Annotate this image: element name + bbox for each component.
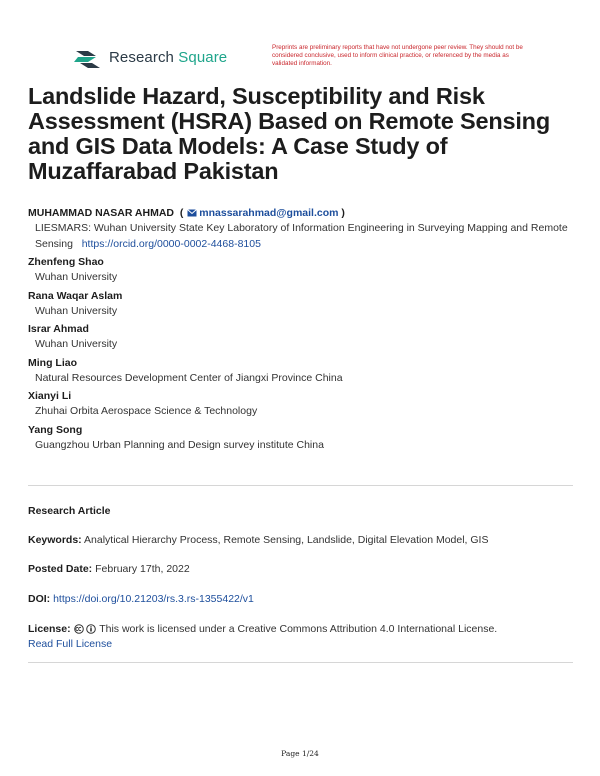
- author-affiliation: Wuhan University: [35, 338, 118, 350]
- author-name: Yang Song: [28, 423, 83, 436]
- section-divider: [28, 485, 573, 486]
- creative-commons-icon: [74, 624, 84, 634]
- author-list: [28, 206, 588, 456]
- page-number: Page 1/24: [281, 749, 319, 758]
- author-name: Rana Waqar Aslam: [28, 289, 123, 302]
- page-header: [0, 0, 600, 80]
- author-name: Xianyi Li: [28, 390, 72, 402]
- paper-title: Landslide Hazard, Susceptibility and Risk Assessment (HSRA) Based on Remote Sensing and GIS Data Models: A Case Study of Muzaffarabad Pakistan: [28, 83, 550, 184]
- author-affiliation: Zhuhai Orbita Aerospace Science & Technology: [35, 405, 258, 417]
- author-affiliation: Wuhan University: [35, 304, 118, 317]
- keywords: Keywords: Analytical Hierarchy Process, Remote Sensing, Landslide, Digital Elevation Model, GIS: [28, 534, 489, 546]
- author-email-link[interactable]: mnassarahmad@gmail.com: [199, 207, 339, 219]
- attribution-icon: [86, 624, 96, 634]
- research-square-logo-icon: [74, 47, 102, 69]
- author-affiliation: LIESMARS: Wuhan University State Key Laboratory of Information Engineering in Surveying Mapping and Remote Sensing https://orcid.org/0000-0002-4468-8105: [35, 222, 568, 250]
- posted-date: Posted Date: February 17th, 2022: [28, 563, 190, 575]
- author-affiliation: Wuhan University: [35, 271, 118, 283]
- read-full-license-link[interactable]: Read Full License: [28, 638, 113, 650]
- author-affiliation: Guangzhou Urban Planning and Design survey institute China: [35, 438, 324, 451]
- section-divider: [28, 662, 573, 663]
- research-square-logo[interactable]: [74, 47, 227, 69]
- author-affiliation: Natural Resources Development Center of Jiangxi Province China: [35, 371, 343, 384]
- logo-wordmark: Research Square: [109, 49, 228, 66]
- orcid-link[interactable]: https://orcid.org/0000-0002-4468-8105: [81, 237, 261, 250]
- article-type: Research Article: [28, 505, 111, 517]
- author-name: MUHAMMAD NASAR AHMAD ( mnassarahmad@gmail.com ): [28, 207, 345, 219]
- preprint-notice: Preprints are preliminary reports that have not undergone peer review. They should not be considered conclusive, used to inform clinical practice, or referenced by the media as validated information.: [272, 44, 523, 68]
- author-name: Israr Ahmad: [28, 323, 89, 335]
- author-name: Ming Liao: [28, 356, 77, 369]
- doi-link[interactable]: https://doi.org/10.21203/rs.3.rs-1355422/v1: [53, 593, 254, 605]
- email-icon: [187, 209, 197, 217]
- doi: DOI: https://doi.org/10.21203/rs.3.rs-1355422/v1: [28, 593, 254, 605]
- author-name: Zhenfeng Shao: [28, 256, 104, 268]
- license: License: This work is licensed under a Creative Commons Attribution 4.0 International License. Read Full License: [28, 623, 498, 650]
